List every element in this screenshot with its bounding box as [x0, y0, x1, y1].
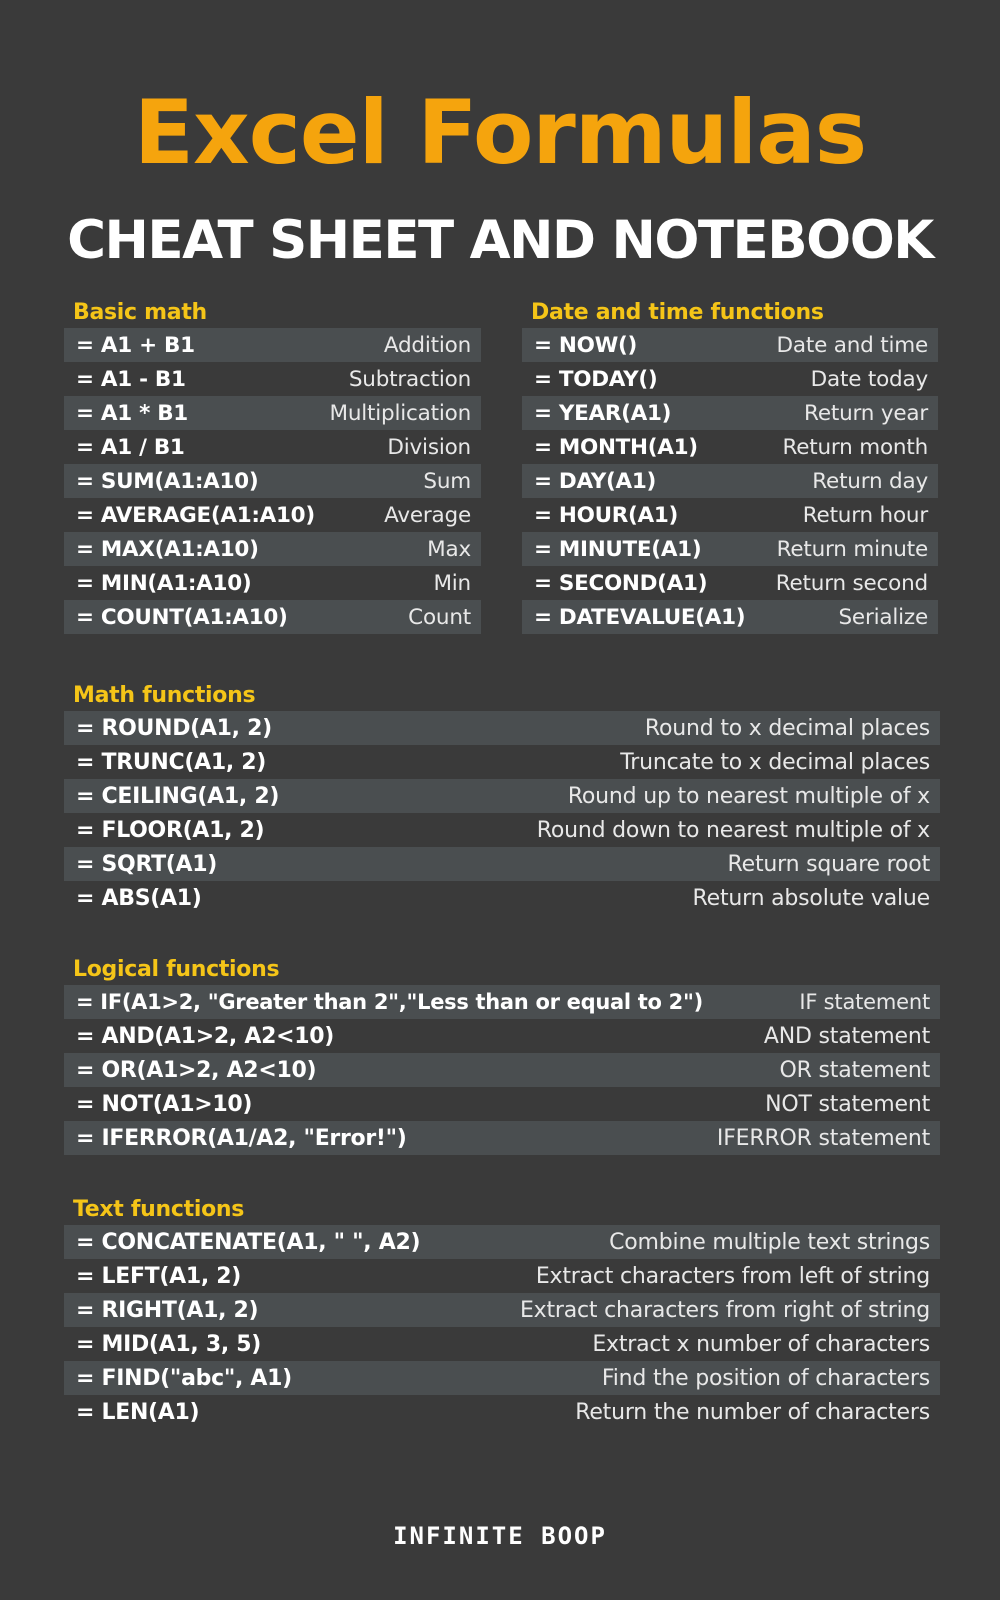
formula-row [522, 566, 938, 600]
formula-row [64, 985, 940, 1019]
formula-row [522, 328, 938, 362]
formula-row [64, 430, 481, 464]
formula-description: NOT statement [765, 1091, 930, 1117]
formula-row [64, 328, 481, 362]
formula-description: IFERROR statement [716, 1125, 930, 1151]
formula-description: Round up to nearest multiple of x [567, 783, 930, 809]
formula-row [64, 1053, 940, 1087]
formula-row [64, 396, 481, 430]
formula-description: Extract characters from left of string [535, 1263, 930, 1289]
formula-row [522, 430, 938, 464]
formula-description: Serialize [838, 604, 928, 630]
formula-text: = IFERROR(A1/A2, "Error!") [76, 1125, 407, 1151]
section-date-time [522, 298, 938, 634]
formula-row [64, 464, 481, 498]
formula-description: Return square root [727, 851, 930, 877]
formula-row [64, 1087, 940, 1121]
formula-text: = IF(A1>2, "Greater than 2","Less than or equal to 2") [76, 990, 703, 1014]
formula-text: = DATEVALUE(A1) [534, 604, 746, 630]
formula-text: = NOT(A1>10) [76, 1091, 253, 1117]
formula-text: = SECOND(A1) [534, 570, 708, 596]
section-logical-functions [64, 955, 940, 1155]
formula-text: = TODAY() [534, 366, 658, 392]
formula-description: Sum [423, 468, 471, 494]
formula-text: = MIN(A1:A10) [76, 570, 252, 596]
formula-text: = MINUTE(A1) [534, 536, 702, 562]
formula-description: Return year [804, 400, 928, 426]
formula-description: Return absolute value [692, 885, 930, 911]
formula-row [64, 1259, 940, 1293]
formula-row [64, 1293, 940, 1327]
formula-description: Division [387, 434, 471, 460]
cover-title: Excel Formulas [133, 81, 867, 184]
formula-text: = DAY(A1) [534, 468, 657, 494]
formula-row [64, 1225, 940, 1259]
formula-text: = SUM(A1:A10) [76, 468, 259, 494]
formula-text: = SQRT(A1) [76, 851, 218, 877]
formula-row [64, 1361, 940, 1395]
section-title: Logical functions [73, 957, 280, 982]
formula-description: Return day [812, 468, 928, 494]
formula-text: = HOUR(A1) [534, 502, 679, 528]
formula-text: = YEAR(A1) [534, 400, 672, 426]
formula-text: = NOW() [534, 332, 638, 358]
formula-row [522, 532, 938, 566]
formula-text: = AND(A1>2, A2<10) [76, 1023, 334, 1049]
formula-text: = COUNT(A1:A10) [76, 604, 288, 630]
formula-description: Addition [383, 332, 471, 358]
formula-text: = LEFT(A1, 2) [76, 1263, 242, 1289]
formula-row [522, 600, 938, 634]
section-title: Date and time functions [531, 300, 824, 325]
section-title: Text functions [73, 1197, 245, 1222]
formula-text: = LEN(A1) [76, 1399, 200, 1425]
formula-description: Count [408, 604, 471, 630]
formula-text: = CEILING(A1, 2) [76, 783, 280, 809]
formula-text: = A1 / B1 [76, 434, 185, 460]
section-title: Math functions [73, 683, 256, 708]
formula-text: = A1 - B1 [76, 366, 186, 392]
formula-text: = FIND("abc", A1) [76, 1365, 292, 1391]
section-math-functions [64, 681, 940, 915]
formula-description: Round down to nearest multiple of x [536, 817, 930, 843]
formula-row [522, 498, 938, 532]
formula-text: = RIGHT(A1, 2) [76, 1297, 259, 1323]
formula-row [64, 498, 481, 532]
formula-row [64, 745, 940, 779]
formula-description: Min [433, 570, 471, 596]
formula-description: Find the position of characters [601, 1365, 930, 1391]
formula-text: = A1 + B1 [76, 332, 195, 358]
formula-description: IF statement [799, 990, 930, 1014]
formula-row [64, 1121, 940, 1155]
formula-description: Return second [775, 570, 928, 596]
formula-description: Truncate to x decimal places [620, 749, 930, 775]
formula-row [522, 362, 938, 396]
formula-description: Return the number of characters [575, 1399, 930, 1425]
formula-row [64, 881, 940, 915]
formula-row [522, 396, 938, 430]
formula-description: AND statement [763, 1023, 930, 1049]
formula-description: Extract x number of characters [592, 1331, 930, 1357]
formula-row [64, 1327, 940, 1361]
formula-text: = FLOOR(A1, 2) [76, 817, 265, 843]
section-basic-math [64, 298, 481, 634]
formula-description: Return hour [802, 502, 928, 528]
formula-text: = CONCATENATE(A1, " ", A2) [76, 1229, 421, 1255]
formula-text: = MONTH(A1) [534, 434, 698, 460]
formula-text: = A1 * B1 [76, 400, 188, 426]
publisher-brand: INFINITE BOOP [393, 1522, 607, 1550]
formula-description: Date today [810, 366, 928, 392]
formula-row [64, 813, 940, 847]
formula-text: = ABS(A1) [76, 885, 202, 911]
formula-row [64, 847, 940, 881]
formula-description: Subtraction [348, 366, 471, 392]
formula-description: Round to x decimal places [644, 715, 930, 741]
section-text-functions [64, 1195, 940, 1429]
formula-description: Average [384, 502, 471, 528]
cover-subtitle: CHEAT SHEET AND NOTEBOOK [67, 210, 933, 271]
formula-row [64, 779, 940, 813]
formula-description: Combine multiple text strings [609, 1229, 930, 1255]
formula-row [522, 464, 938, 498]
formula-text: = ROUND(A1, 2) [76, 715, 272, 741]
formula-text: = MID(A1, 3, 5) [76, 1331, 262, 1357]
formula-description: Date and time [776, 332, 928, 358]
formula-text: = TRUNC(A1, 2) [76, 749, 267, 775]
formula-text: = OR(A1>2, A2<10) [76, 1057, 317, 1083]
formula-row [64, 566, 481, 600]
formula-description: Extract characters from right of string [519, 1297, 930, 1323]
formula-description: Return month [782, 434, 928, 460]
formula-row [64, 711, 940, 745]
formula-row [64, 600, 481, 634]
formula-description: Multiplication [329, 400, 471, 426]
formula-description: OR statement [779, 1057, 930, 1083]
formula-text: = MAX(A1:A10) [76, 536, 259, 562]
formula-text: = AVERAGE(A1:A10) [76, 502, 315, 528]
formula-row [64, 1395, 940, 1429]
formula-description: Return minute [776, 536, 928, 562]
formula-row [64, 1019, 940, 1053]
formula-description: Max [427, 536, 471, 562]
formula-row [64, 532, 481, 566]
section-title: Basic math [73, 300, 207, 325]
formula-row [64, 362, 481, 396]
